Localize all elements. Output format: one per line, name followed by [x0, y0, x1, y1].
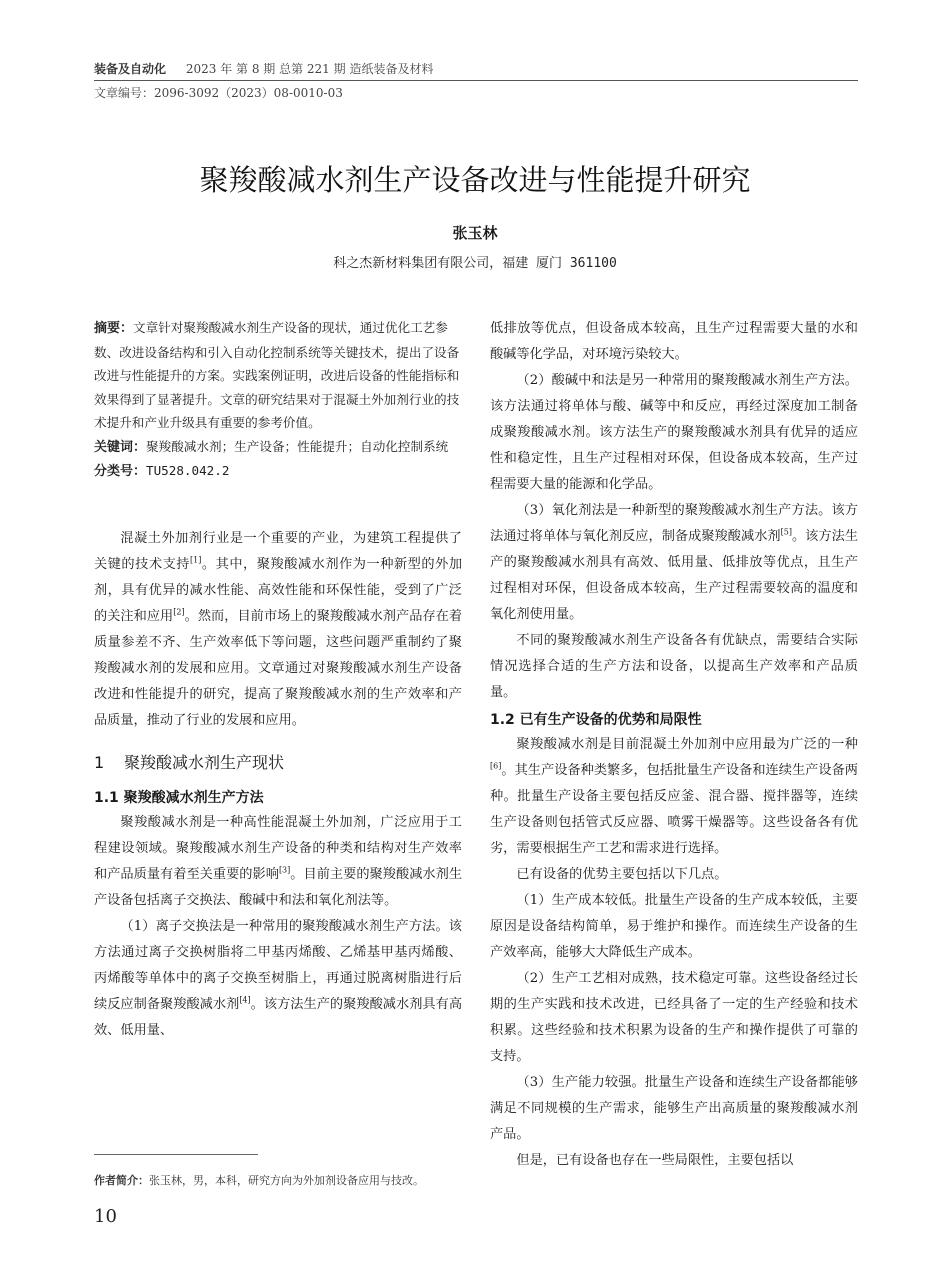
intro-text-2: 。其中，聚羧酸减水剂作为一种新型的外加剂，具有优异的减水性能、高效性能和环保性能，受到了广泛的关注和应用: [94, 556, 462, 624]
intro-text-3: 。然而，目前市场上的聚羧酸减水剂产品存在着质量参差不齐、生产效率低下等问题，这些问题严重制约了聚羧酸减水剂的发展和应用。文章通过对聚羧酸减水剂生产设备改进和性能提升的研究，提高了聚羧酸减水剂的生产效率和产品质量，推动了行业的发展和应用。: [94, 608, 462, 728]
advantage-2: （2）生产工艺相对成熟，技术稳定可靠。这些设备经过长期的生产实践和技术改进，已经具备了一定的生产经验和技术积累。这些经验和技术积累为设备的生产和操作提供了可靠的支持。: [490, 971, 858, 1064]
author-name: 张玉林: [452, 224, 498, 242]
method-3-paragraph: [490, 498, 858, 628]
subsection-1-2-heading: 1.2 已有生产设备的优势和局限性: [490, 712, 702, 728]
limitations-intro: 但是，已有设备也存在一些局限性，主要包括以: [516, 1153, 794, 1168]
abstract-block: [94, 316, 462, 484]
p3-text-2: 。该方法生产的聚羧酸减水剂具有高效、低用量、低排放等优点，且生产过程相对环保，但设备成本较高，生产过程需要较高的温度和氧化剂使用量。: [490, 529, 858, 622]
abstract-label: 摘要：: [94, 321, 134, 336]
citation-3: [3]: [278, 865, 291, 875]
paragraph-1-2-a: [490, 732, 858, 862]
footnote-divider: [94, 1154, 258, 1155]
citation-4: [4]: [239, 995, 251, 1005]
advantage-1: （1）生产成本较低。批量生产设备的生产成本较低，主要原因是设备结构简单，易于维护和操作。而连续生产设备的生产效率高，能够大大降低生产成本。: [490, 893, 858, 960]
summary-paragraph: 不同的聚羧酸减水剂生产设备各有优缺点，需要结合实际情况选择合适的生产方法和设备，以提高生产效率和产品质量。: [490, 633, 858, 700]
issue-info: 2023 年 第 8 期 总第 221 期 造纸装备及材料: [185, 62, 434, 76]
section-1-title: 聚羧酸减水剂生产现状: [124, 752, 285, 772]
footnote-label: 作者简介：: [94, 1174, 149, 1187]
intro-text-1: 混凝土外加剂行业是一个重要的产业，为建筑工程提供了关键的技术支持: [94, 530, 462, 572]
journal-section: 装备及自动化: [94, 62, 167, 76]
continued-paragraph: 低排放等优点，但设备成本较高，且生产过程需要大量的水和酸碱等化学品，对环境污染较大。: [490, 321, 858, 362]
abstract: [94, 316, 462, 435]
p11b-text-2: 。该方法生产的聚羧酸减水剂具有高效、低用量、: [94, 996, 462, 1038]
keywords-label: 关键词：: [94, 439, 147, 455]
citation-5: [5]: [780, 527, 792, 537]
paragraph-1-1-a: [94, 810, 462, 914]
p11a-text-1: 聚羧酸减水剂是一种高性能混凝土外加剂，广泛应用于工程建设领域。聚羧酸减水剂生产设备的种类和结构对生产效率和产品质量有着至关重要的影响: [94, 814, 462, 882]
citation-1: [1]: [190, 555, 202, 565]
page-number: 10: [94, 1206, 117, 1227]
p5-text-1: 聚羧酸减水剂是目前混凝土外加剂中应用最为广泛的一种: [516, 737, 858, 752]
subsection-1-1-heading: 1.1 聚羧酸减水剂生产方法: [94, 789, 264, 806]
intro-paragraph: [94, 526, 462, 734]
running-header: [94, 58, 858, 81]
left-column: [94, 316, 462, 1176]
author-footnote: [94, 1172, 474, 1190]
keywords: [94, 435, 462, 460]
keywords-text: 聚羧酸减水剂；生产设备；性能提升；自动化控制系统: [146, 438, 449, 454]
footnote-text: 张玉林，男，本科，研究方向为外加剂设备应用与技改。: [149, 1174, 424, 1187]
advantages-intro: 已有设备的优势主要包括以下几点。: [516, 867, 728, 882]
citation-6: [6]: [490, 761, 502, 771]
citation-2: [2]: [173, 607, 185, 617]
paper-title: 聚羧酸减水剂生产设备改进与性能提升研究: [199, 163, 751, 197]
p5-text-2: 。其生产设备种类繁多，包括批量生产设备和连续生产设备两种。批量生产设备主要包括反应釜、混合器、搅拌器等，连续生产设备则包括管式反应器、喷雾干燥器等。这些设备各有优劣，需要根据生产工艺和需求进行选择。: [490, 763, 858, 856]
author-affiliation: 科之杰新材料集团有限公司，福建 厦门 361100: [333, 256, 617, 271]
p11b-text-1: （1）离子交换法是一种常用的聚羧酸减水剂生产方法。该方法通过离子交换树脂将二甲基丙烯酸、乙烯基甲基丙烯酸、丙烯酸等单体中的离子交换至树脂上，再通过脱离树脂进行后续反应制备聚羧酸减水剂: [94, 918, 462, 1012]
p3-text-1: （3）氧化剂法是一种新型的聚羧酸减水剂生产方法。该方法通过将单体与氧化剂反应，制备成聚羧酸减水剂: [490, 503, 858, 544]
right-column: [490, 316, 858, 1201]
section-1-number: 1: [94, 752, 105, 772]
article-number: 文章编号：2096-3092（2023）08-0010-03: [94, 86, 343, 100]
p11a-text-2: 。目前主要的聚羧酸减水剂生产设备包括离子交换法、酸碱中和法和氧化剂法等。: [94, 866, 462, 908]
advantage-3: （3）生产能力较强。批量生产设备和连续生产设备都能够满足不同规模的生产需求，能够生产出高质量的聚羧酸减水剂产品。: [490, 1075, 858, 1142]
classification-label: 分类号：: [94, 464, 147, 479]
classification: [94, 459, 462, 484]
section-1-heading: [94, 750, 462, 776]
method-2-paragraph: （2）酸碱中和法是另一种常用的聚羧酸减水剂生产方法。该方法通过将单体与酸、碱等中和反应，再经过深度加工制备成聚羧酸减水剂。该方法生产的聚羧酸减水剂具有优异的适应性和稳定性，且生产过程相对环保，但设备成本较高，生产过程需要大量的能源和化学品。: [490, 373, 858, 492]
classification-code: TU528.042.2: [146, 463, 230, 478]
abstract-text: 文章针对聚羧酸减水剂生产设备的现状，通过优化工艺参数、改进设备结构和引入自动化控制系统等关键技术，提出了设备改进与性能提升的方案。实践案例证明，改进后设备的性能指标和效果得到了显著提升。文章的研究结果对于混凝土外加剂行业的技术提升和产业升级具有重要的参考价值。: [94, 320, 460, 430]
paragraph-1-1-b: [94, 914, 462, 1044]
